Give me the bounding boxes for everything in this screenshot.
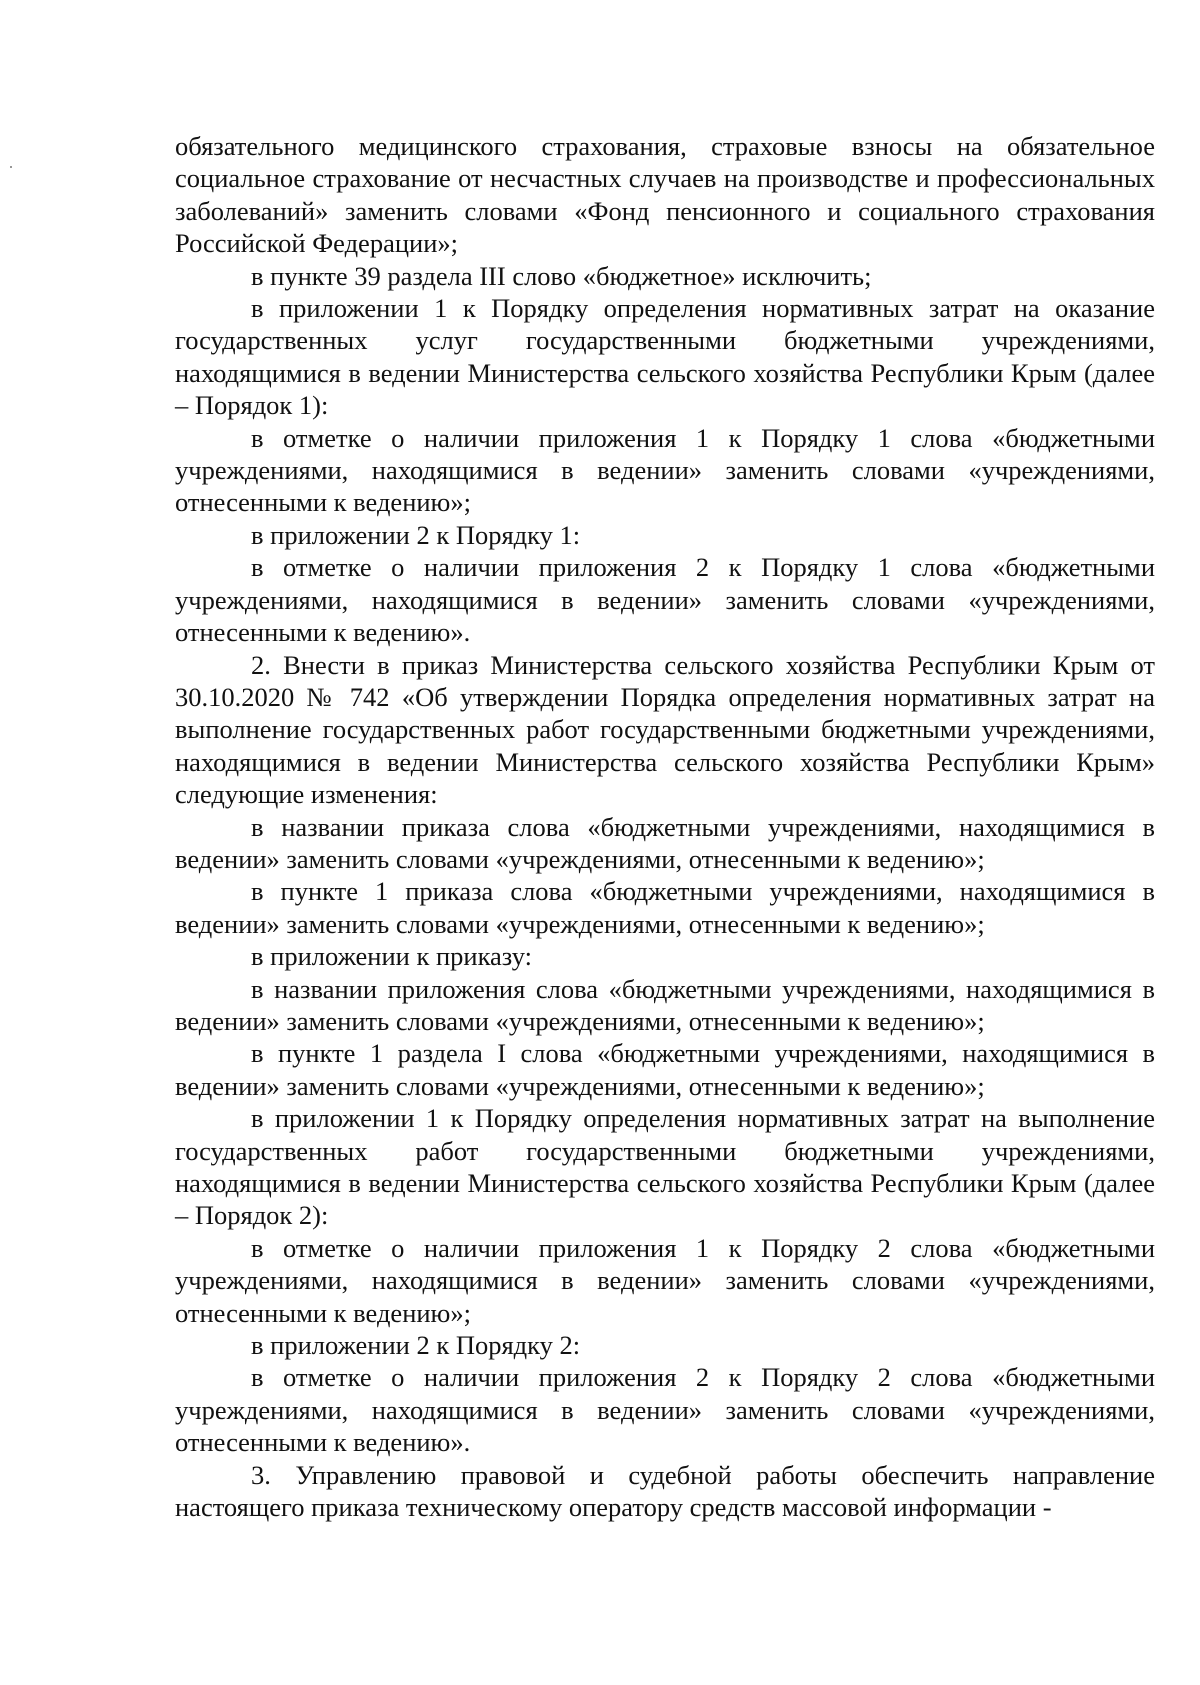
document-page: [175, 130, 1155, 1523]
paragraph-5: в приложении 2 к Порядку 1:: [251, 519, 581, 550]
paragraph-12: в пункте 1 раздела I слова «бюджетными учреждениями, находящимися в ведении» заменить словами «учреждениями, отнесенными к ведению»;: [175, 1038, 1155, 1101]
paragraph-4: в отметке о наличии приложения 1 к Порядку 1 слова «бюджетными учреждениями, находящимися в ведении» заменить словами «учреждениями, отнесенными к ведению»;: [175, 422, 1155, 518]
paragraph-17: 3. Управлению правовой и судебной работы обеспечить направление настоящего приказа техническому оператору средств массовой информации -: [175, 1459, 1155, 1523]
paragraph-2: в пункте 39 раздела III слово «бюджетное» исключить;: [251, 260, 872, 291]
paragraph-13: в приложении 1 к Порядку определения нормативных затрат на выполнение государственных работ государственными бюджетными учреждениями, находящимися в ведении Министерства сельского хозяйства Республики Крым (далее – Порядок 2):: [175, 1103, 1155, 1231]
scan-speck: [10, 166, 12, 168]
paragraph-7: 2. Внести в приказ Министерства сельского хозяйства Республики Крым от 30.10.2020 № 742 «Об утверждении Порядка определения нормативных затрат на выполнение государственных работ государственными бюджетными учреждениями, находящимися в ведении Министерства сельского хозяйства Республики Крым» следующие изменения:: [175, 649, 1155, 810]
paragraph-15: в приложении 2 к Порядку 2:: [251, 1330, 581, 1361]
paragraph-14: в отметке о наличии приложения 1 к Порядку 2 слова «бюджетными учреждениями, находящимися в ведении» заменить словами «учреждениями, отнесенными к ведению»;: [175, 1232, 1155, 1328]
paragraph-16: в отметке о наличии приложения 2 к Порядку 2 слова «бюджетными учреждениями, находящимися в ведении» заменить словами «учреждениями, отнесенными к ведению».: [175, 1362, 1155, 1458]
paragraph-6: в отметке о наличии приложения 2 к Порядку 1 слова «бюджетными учреждениями, находящимися в ведении» заменить словами «учреждениями, отнесенными к ведению».: [175, 552, 1155, 648]
paragraph-1: обязательного медицинского страхования, страховые взносы на обязательное социальное страхование от несчастных случаев на производстве и профессиональных заболеваний» заменить словами «Фонд пенсионного и социального страхования Российской Федерации»;: [175, 131, 1155, 259]
paragraph-8: в названии приказа слова «бюджетными учреждениями, находящимися в ведении» заменить словами «учреждениями, отнесенными к ведению»;: [175, 811, 1155, 874]
paragraph-3: в приложении 1 к Порядку определения нормативных затрат на оказание государственных услуг государственными бюджетными учреждениями, находящимися в ведении Министерства сельского хозяйства Республики Крым (далее – Порядок 1):: [175, 293, 1155, 421]
paragraph-11: в названии приложения слова «бюджетными учреждениями, находящимися в ведении» заменить словами «учреждениями, отнесенными к ведению»;: [175, 973, 1155, 1036]
paragraph-10: в приложении к приказу:: [251, 941, 532, 972]
paragraph-9: в пункте 1 приказа слова «бюджетными учреждениями, находящимися в ведении» заменить словами «учреждениями, отнесенными к ведению»;: [175, 876, 1155, 939]
